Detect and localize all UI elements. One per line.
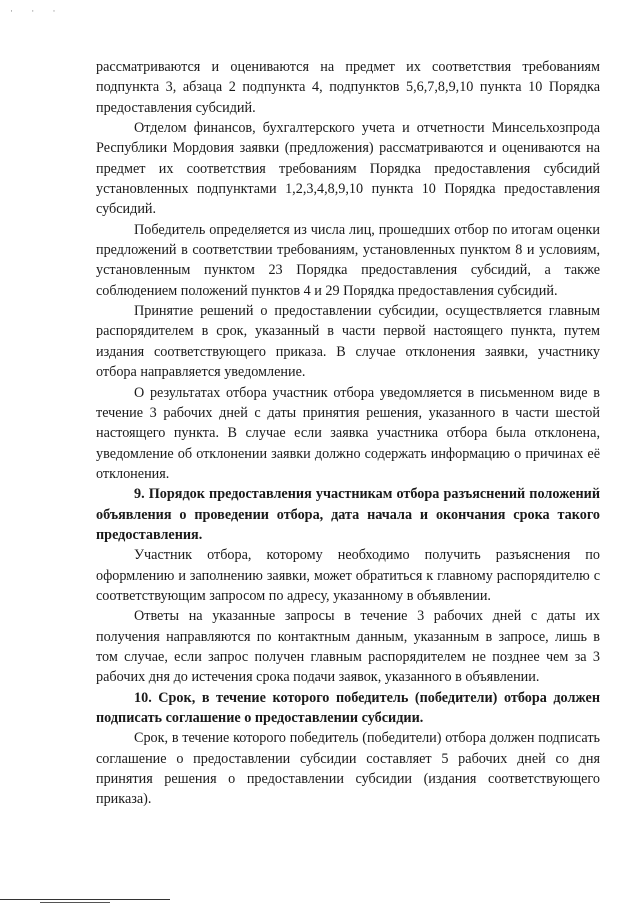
paragraph-continuation: рассматриваются и оцениваются на предмет их соответствия требованиям подпункта 3, абзаца 2 подпункта 4, подпунктов 5,6,7,8,9,10 пункта 10 Порядка предоставления субсидий. <box>96 59 600 116</box>
paragraph-decision: Принятие решений о предоставлении субсидии, осуществляется главным распорядителем в срок, указанный в части первой настоящего пункта, путем издания соответствующего приказа. В случае отклонения заявки, участнику отбора направляется уведомление. <box>96 303 600 381</box>
paragraph-clarification-answers: Ответы на указанные запросы в течение 3 рабочих дней с даты их получения направляются по контактным данным, указанным в запросе, лишь в том случае, если запрос получен главным распорядителем не позднее чем за 3 рабочих дня до истечения срока подачи заявок, указанного в объявлении. <box>96 608 600 686</box>
document-body <box>96 57 600 810</box>
paragraph-results-notification: О результатах отбора участник отбора уведомляется в письменном виде в течение 3 рабочих дней с даты принятия решения, указанного в части шестой настоящего пункта. В случае если заявка участника отбора была отклонена, уведомление об отклонении заявки должно содержать информацию о причинах её отклонения. <box>96 384 600 482</box>
section-heading-10: 10. Срок, в течение которого победитель (победители) отбора должен подписать соглашение о предоставлении субсидии. <box>96 689 600 726</box>
paragraph-winner-selection: Победитель определяется из числа лиц, прошедших отбор по итогам оценки предложений в соответствии требованиям, установленных пунктом 8 и условиям, установленным пунктом 23 Порядка предоставления субсидий, а также соблюдением положений пунктов 4 и 29 Порядка предоставления субсидий. <box>96 221 600 299</box>
corner-marks: · · · <box>10 6 64 16</box>
section-heading-9: 9. Порядок предоставления участникам отбора разъяснений положений объявления о проведении отбора, дата начала и окончания срока такого предоставления. <box>96 486 600 543</box>
paragraph-finance-department: Отделом финансов, бухгалтерского учета и отчетности Минсельхозпрода Республики Мордовия заявки (предложения) рассматриваются и оцениваются на предмет их соответствия требованиям Порядка предоставления субсидий установленных подпунктами 1,2,3,4,8,9,10 пункта 10 Порядка предоставления субсидий. <box>96 120 600 218</box>
paragraph-agreement-term: Срок, в течение которого победитель (победители) отбора должен подписать соглашение о предоставлении субсидии составляет 5 рабочих дней со дня принятия решения о предоставлении субсидии (издания соответствующего приказа). <box>96 730 600 808</box>
paragraph-clarification-request: Участник отбора, которому необходимо получить разъяснения по оформлению и заполнению заявки, может обратиться к главному распорядителю с соответствующим запросом по адресу, указанному в объявлении. <box>96 547 600 604</box>
bottom-scan-line <box>0 899 170 900</box>
